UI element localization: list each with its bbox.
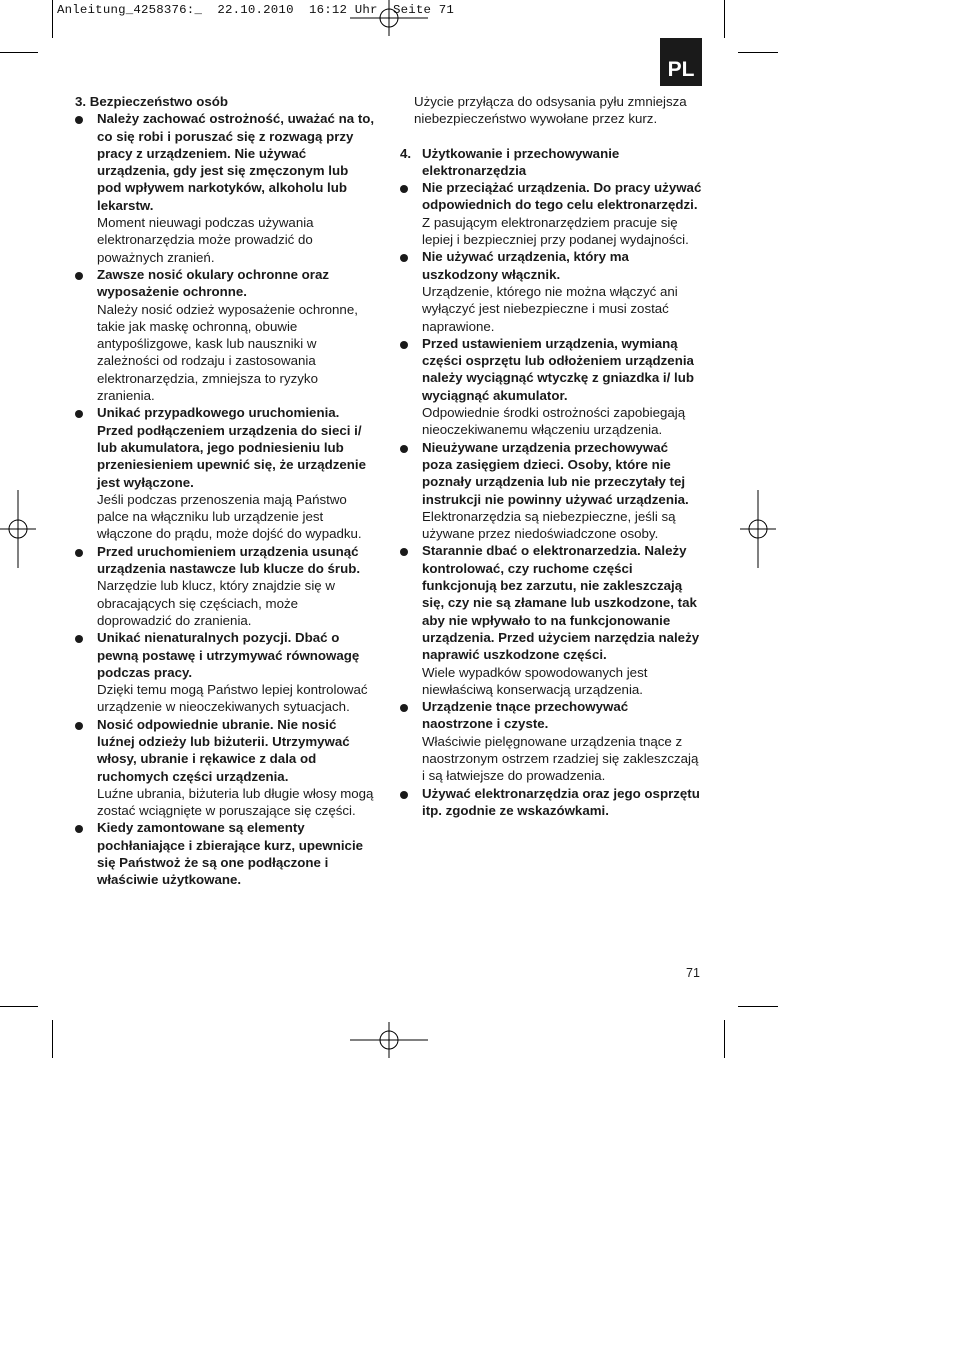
- bullet-icon: [400, 791, 408, 799]
- item-explanation: Elektronarzędzia są niebezpieczne, jeśli są używane przez niedoświadczone osoby.: [422, 508, 676, 542]
- item-instruction: Kiedy zamontowane są elementy pochłaniające i zbierające kurz, upewnicie się Państwoż że są one podłączone i właściwie użytkowane.: [97, 820, 364, 888]
- bullet-icon: [400, 341, 408, 349]
- list-item: [400, 439, 702, 543]
- item-instruction: Unikać przypadkowego uruchomienia. Przed podłączeniem urządzenia do sieci i/ lub akumulatora, jego podniesieniu lub przeniesieniem upewnić się, że urządzenie jest wyłączone.: [97, 405, 366, 490]
- registration-mark-top-icon: [350, 0, 428, 36]
- list-item: [75, 266, 375, 404]
- bullet-icon: [75, 549, 83, 557]
- item-instruction: Przed ustawieniem urządzenia, wymianą części osprzętu lub odłożeniem urządzenia należy wyciągnąć wtyczkę z gniazdka i/ lub wyciągnąć akumulator.: [422, 335, 694, 403]
- crop-mark-bottom-right-v: [724, 1020, 725, 1058]
- list-item: [75, 110, 375, 266]
- left-item-list: [75, 110, 375, 888]
- list-item: [400, 542, 702, 698]
- crop-mark-top-left-v: [52, 0, 53, 38]
- item-explanation: Właściwie pielęgnowane urządzenia tnące z naostrzonym ostrzem rzadziej się zakleszczają i są łatwiejsze do prowadzenia.: [422, 733, 699, 784]
- item-instruction: Nieużywane urządzenia przechowywać poza zasięgiem dzieci. Osoby, które nie poznały urządzenia lub nie przeczytały tej instrukcji nie powinny używać urządzenia.: [422, 439, 689, 507]
- item-explanation: Luźne ubrania, biżuteria lub długie włosy mogą zostać wciągnięte w poruszające się części.: [97, 785, 374, 819]
- bullet-icon: [400, 704, 408, 712]
- bullet-icon: [400, 445, 408, 453]
- item-instruction: Nie używać urządzenia, który ma uszkodzony włącznik.: [422, 249, 629, 282]
- item-instruction: Nie przeciążać urządzenia. Do pracy używać odpowiednich do tego celu elektronarzędzi.: [422, 180, 702, 213]
- item-explanation: Dzięki temu mogą Państwo lepiej kontrolować urządzenie w nieoczekiwanych sytuacjach.: [97, 682, 368, 715]
- item-instruction: Unikać nienaturalnych pozycji. Dbać o pewną postawę i utrzymywać równowagę podczas pracy.: [97, 630, 360, 680]
- crop-mark-top-right-v: [724, 0, 725, 38]
- list-item: [75, 819, 375, 888]
- item-explanation: Jeśli podczas przenoszenia mają Państwo palce na włączniku lub urządzenie jest włączone do prądu, może dojść do wypadku.: [97, 491, 362, 542]
- list-item: [400, 698, 702, 784]
- item-instruction: Należy zachować ostrożność, uważać na to, co się robi i poruszać się z rozwagą przy pracy z urządzeniem. Nie używać urządzenia, gdy jest się zmęczonym lub pod wpływem narkotyków, alkoholu lub lekarstw.: [97, 111, 375, 213]
- item-explanation: Należy nosić odzież wyposażenie ochronne, takie jak maskę ochronną, obuwie antypoślizgowe, kask lub nauszniki w zależności od rodzaju i zastosowania elektronarzędzia, zmniejsza to ryzyko zranienia.: [97, 301, 358, 404]
- item-instruction: Urządzenie tnące przechowywać naostrzone i czyste.: [422, 699, 629, 732]
- item-explanation: Wiele wypadków spowodowanych jest niewłaściwą konserwacją urządzenia.: [422, 664, 648, 697]
- crop-mark-bottom-left-v: [52, 1020, 53, 1058]
- left-column: [75, 93, 375, 889]
- crop-mark-bottom-left-h: [0, 1006, 38, 1007]
- item-explanation: Narzędzie lub klucz, który znajdzie się w obracających się częściach, może doprowadzić do zranienia.: [97, 578, 335, 628]
- list-item: [400, 335, 702, 439]
- section-number: 3.: [75, 94, 87, 109]
- section-title: Użytkowanie i przechowywanie elektronarzędzia: [422, 145, 620, 178]
- list-item: [75, 543, 375, 629]
- item-explanation: Z pasującym elektronarzędziem pracuje się lepiej i bezpieczniej przy podanej wydajności.: [422, 214, 689, 248]
- language-badge: PL: [660, 38, 702, 86]
- list-item: [400, 785, 702, 820]
- registration-mark-bottom-icon: [350, 1022, 428, 1058]
- right-item-list: [400, 179, 702, 819]
- item-explanation: Odpowiednie środki ostrożności zapobiegają nieoczekiwanemu włączeniu urządzenia.: [422, 405, 686, 438]
- bullet-icon: [400, 254, 408, 262]
- registration-mark-right-icon: [740, 490, 776, 568]
- bullet-icon: [75, 410, 83, 418]
- crop-mark-bottom-right-h: [738, 1006, 778, 1007]
- section-title: Bezpieczeństwo osób: [89, 94, 228, 109]
- list-item: [400, 179, 702, 248]
- section-4-heading: [400, 145, 702, 180]
- print-slug: Anleitung_4258376:_ 22.10.2010 16:12 Uhr Seite 71: [57, 3, 455, 17]
- item-instruction: Starannie dbać o elektronarzedzia. Należy kontrolować, czy ruchome części funkcjonują bez zarzutu, nie zakleszczają się, czy nie są złamane lub uszkodzone, tak aby nie wpływało to na funkcjonowanie urządzenia. Przed użyciem narzędzia należy naprawić uszkodzone części.: [422, 543, 700, 663]
- bullet-icon: [400, 185, 408, 193]
- crop-mark-top-right-h: [738, 52, 778, 53]
- registration-mark-left-icon: [0, 490, 36, 568]
- continuation-paragraph: Użycie przyłącza do odsysania pyłu zmniejsza niebezpieczeństwo wywołane przez kurz.: [414, 94, 687, 127]
- item-instruction: Zawsze nosić okulary ochronne oraz wyposażenie ochronne.: [97, 266, 330, 300]
- section-number: 4.: [400, 145, 412, 161]
- item-instruction: Nosić odpowiednie ubranie. Nie nosić luźnej odzieży lub biżuterii. Utrzymywać włosy, ubranie i rękawice z dala od ruchomych części urządzenia.: [97, 716, 350, 784]
- bullet-icon: [75, 825, 83, 833]
- bullet-icon: [400, 548, 408, 556]
- page-number: 71: [686, 966, 700, 980]
- list-item: [75, 629, 375, 715]
- list-item: [400, 248, 702, 334]
- bullet-icon: [75, 272, 83, 280]
- bullet-icon: [75, 635, 83, 643]
- list-item: [75, 404, 375, 542]
- bullet-icon: [75, 116, 83, 124]
- list-item: [75, 716, 375, 820]
- item-explanation: Moment nieuwagi podczas używania elektronarzędzia może prowadzić do poważnych zranień.: [97, 215, 314, 265]
- crop-mark-top-left-h: [0, 52, 38, 53]
- right-column: [400, 93, 702, 819]
- item-explanation: Urządzenie, którego nie można włączyć ani wyłączyć jest niebezpieczne i musi zostać naprawione.: [422, 283, 678, 334]
- item-instruction: Przed uruchomieniem urządzenia usunąć urządzenia nastawcze lub klucze do śrub.: [97, 543, 361, 577]
- item-instruction: Używać elektronarzędzia oraz jego osprzętu itp. zgodnie ze wskazówkami.: [422, 785, 700, 818]
- bullet-icon: [75, 722, 83, 730]
- section-3-heading: [75, 93, 375, 110]
